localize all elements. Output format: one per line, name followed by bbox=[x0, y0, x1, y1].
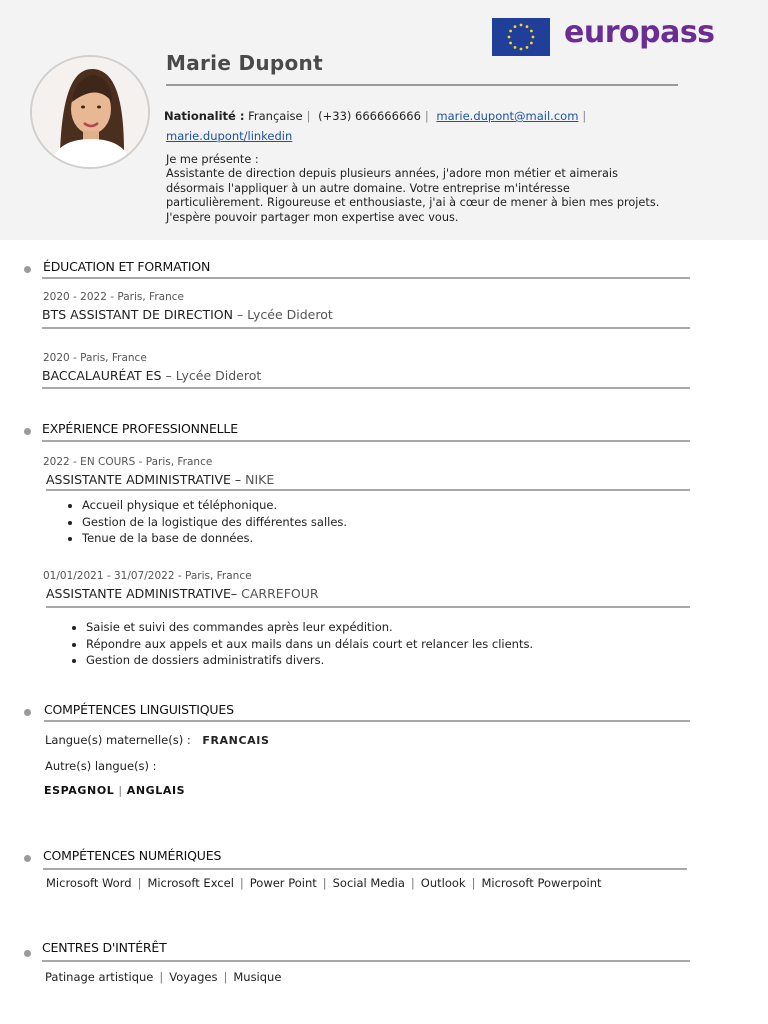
other-languages-label: Autre(s) langue(s) : bbox=[45, 759, 157, 773]
section-bullet-icon bbox=[24, 855, 31, 862]
skill-item: Power Point bbox=[249, 876, 317, 890]
entry-divider bbox=[46, 489, 690, 491]
section-bullet-icon bbox=[24, 266, 31, 273]
experience-meta: 2022 - EN COURS - Paris, France bbox=[43, 456, 213, 468]
section-bullet-icon bbox=[24, 709, 31, 716]
task-item: • Gestion de dossiers administratifs divers. bbox=[86, 652, 533, 669]
nationality-label: Nationalité : bbox=[164, 109, 245, 123]
task-list bbox=[66, 619, 533, 669]
section-divider bbox=[43, 868, 687, 870]
task-item: • Gestion de la logistique des différentes salles. bbox=[82, 514, 347, 531]
interest-item: Musique bbox=[233, 970, 282, 984]
task-item: • Tenue de la base de données. bbox=[82, 530, 347, 547]
europass-wordmark: europass bbox=[564, 15, 715, 50]
education-title: ÉDUCATION ET FORMATION bbox=[43, 259, 211, 274]
entry-divider bbox=[42, 327, 690, 329]
section-divider bbox=[42, 277, 690, 279]
task-item: • Saisie et suivi des commandes après leur expédition. bbox=[86, 619, 533, 636]
task-item: • Accueil physique et téléphonique. bbox=[82, 497, 347, 514]
education-meta: 2020 - 2022 - Paris, France bbox=[43, 291, 184, 303]
school: – Lycée Diderot bbox=[165, 368, 262, 383]
languages-title: COMPÉTENCES LINGUISTIQUES bbox=[44, 702, 234, 717]
degree: BACCALAURÉAT ES bbox=[42, 368, 162, 383]
company: CARREFOUR bbox=[241, 586, 319, 601]
about-line: particulièrement. Rigoureuse et enthousiaste, j'ai à cœur de mener à bien mes projets. bbox=[166, 196, 660, 210]
about-line: J'espère pouvoir partager mon expertise avec vous. bbox=[166, 210, 459, 224]
cv-header bbox=[0, 0, 768, 240]
about-line: Assistante de direction depuis plusieurs années, j'adore mon métier et aimerais bbox=[166, 167, 618, 181]
about-section bbox=[166, 153, 696, 225]
experience-entry bbox=[46, 586, 319, 601]
candidate-name: Marie Dupont bbox=[166, 51, 323, 75]
section-divider bbox=[42, 960, 690, 962]
school: – Lycée Diderot bbox=[236, 307, 333, 322]
europass-logo bbox=[492, 15, 715, 58]
interests-title: CENTRES D'INTÉRÊT bbox=[42, 940, 167, 955]
other-languages: ESPAGNOL | ANGLAIS bbox=[44, 784, 186, 797]
about-label: Je me présente : bbox=[166, 153, 259, 166]
skill-item: Outlook bbox=[420, 876, 466, 890]
section-divider bbox=[42, 440, 690, 442]
mother-tongue-label: Langue(s) maternelle(s) : bbox=[45, 733, 191, 747]
job-role: ASSISTANTE ADMINISTRATIVE – bbox=[46, 472, 242, 487]
language-value: ESPAGNOL bbox=[44, 784, 115, 797]
skill-item: Microsoft Powerpoint bbox=[481, 876, 602, 890]
skill-item: Microsoft Excel bbox=[147, 876, 234, 890]
contact-info: Nationalité : Française | (+33) 666666666 | marie.dupont@mail.com | marie.dupont/linkedin bbox=[164, 109, 587, 143]
section-divider bbox=[44, 720, 690, 722]
section-bullet-icon bbox=[24, 428, 31, 435]
task-list bbox=[62, 497, 347, 547]
email-link[interactable]: marie.dupont@mail.com bbox=[436, 109, 579, 123]
digital-skills-title: COMPÉTENCES NUMÉRIQUES bbox=[43, 848, 222, 863]
mother-tongue bbox=[45, 733, 269, 747]
entry-divider bbox=[46, 606, 690, 608]
interest-item: Voyages bbox=[169, 970, 218, 984]
entry-divider bbox=[42, 387, 690, 389]
interest-item: Patinage artistique bbox=[45, 970, 154, 984]
linkedin-link[interactable]: marie.dupont/linkedin bbox=[166, 129, 293, 143]
experience-meta: 01/01/2021 - 31/07/2022 - Paris, France bbox=[43, 570, 252, 582]
skill-item: Social Media bbox=[332, 876, 405, 890]
mother-tongue-value: FRANCAIS bbox=[202, 734, 270, 747]
digital-skills-list: Microsoft Word | Microsoft Excel | Power Point | Social Media | Outlook | Microsoft Powerpoint bbox=[46, 876, 602, 890]
company: NIKE bbox=[245, 472, 275, 487]
education-entry bbox=[42, 307, 333, 322]
nationality-value: Française bbox=[248, 109, 303, 123]
eu-flag-icon bbox=[492, 18, 550, 56]
section-bullet-icon bbox=[24, 950, 31, 957]
experience-title: EXPÉRIENCE PROFESSIONNELLE bbox=[42, 421, 238, 436]
job-role: ASSISTANTE ADMINISTRATIVE– bbox=[46, 586, 238, 601]
task-item: • Répondre aux appels et aux mails dans un délais court et relancer les clients. bbox=[86, 636, 533, 653]
education-entry bbox=[42, 368, 261, 383]
about-line: désormais l'appliquer à un autre domaine. Votre entreprise m'intéresse bbox=[166, 181, 570, 195]
experience-entry bbox=[46, 472, 274, 487]
phone-number: (+33) 666666666 bbox=[318, 109, 421, 123]
education-meta: 2020 - Paris, France bbox=[43, 352, 147, 364]
interests-list: Patinage artistique | Voyages | Musique bbox=[45, 970, 282, 984]
profile-photo bbox=[30, 55, 150, 169]
degree: BTS ASSISTANT DE DIRECTION bbox=[42, 307, 233, 322]
language-value: ANGLAIS bbox=[126, 784, 186, 797]
name-divider bbox=[166, 84, 678, 86]
skill-item: Microsoft Word bbox=[46, 876, 132, 890]
